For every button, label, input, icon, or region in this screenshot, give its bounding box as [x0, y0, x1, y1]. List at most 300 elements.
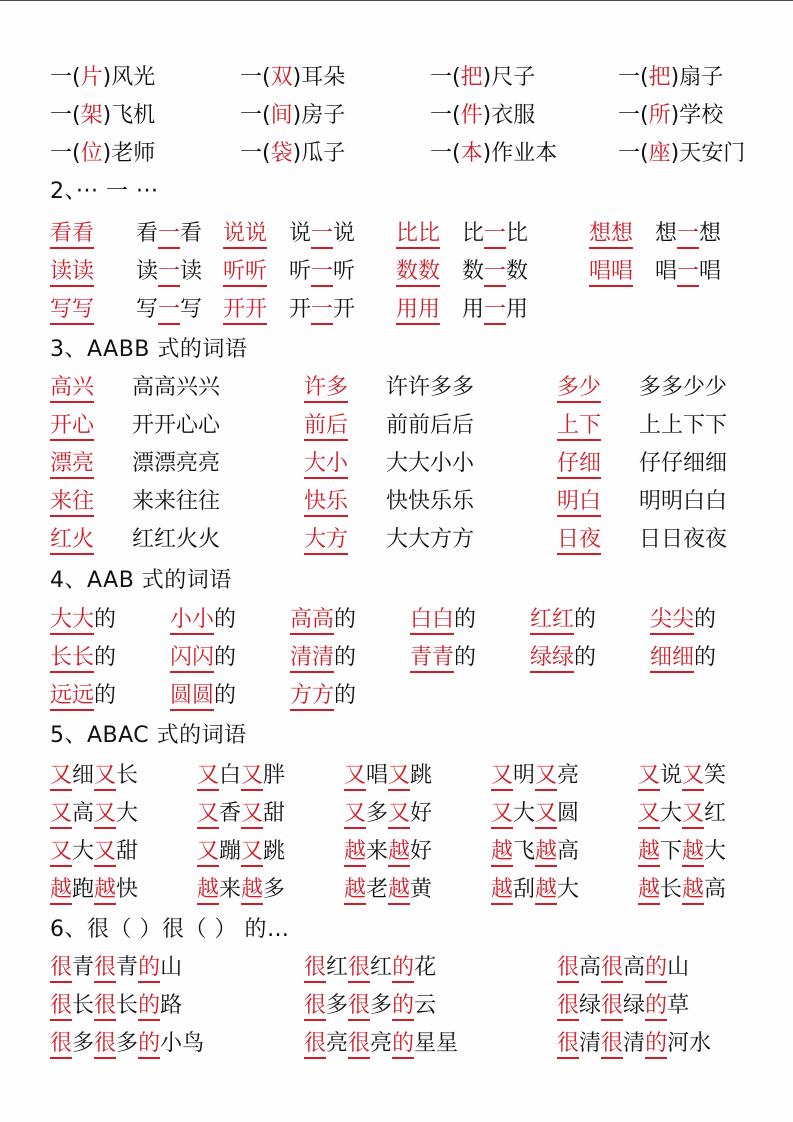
measure-word-item: [430, 98, 535, 134]
hen-char: 很: [304, 1031, 326, 1059]
abac-word: [638, 758, 726, 794]
abac-word: [638, 796, 726, 832]
aabb-term: 明明白白: [639, 489, 728, 514]
abac-row: [0, 796, 793, 832]
ab-word: [304, 522, 348, 558]
c-char: 好: [410, 839, 433, 864]
yi-char: 一: [158, 221, 180, 249]
ab-term: 快乐: [304, 489, 348, 517]
char: 写: [136, 297, 159, 322]
de-char: 的: [454, 607, 477, 632]
a-char: 又: [491, 801, 513, 829]
c-char: 甜: [116, 839, 139, 864]
aa-term: 高高: [290, 607, 334, 635]
c-char: 高: [557, 839, 580, 864]
ab-word: [557, 370, 601, 406]
hen-char: 很: [304, 955, 326, 983]
de-char: 的: [392, 1031, 414, 1059]
noun-text: )扇子: [670, 65, 724, 90]
measure-word: 所: [648, 103, 671, 128]
measure-word-item: [430, 136, 557, 172]
a-char: 越: [491, 877, 513, 905]
hen-char: 很: [304, 993, 326, 1021]
abac-word: [50, 834, 138, 870]
noun-text: 云: [414, 993, 437, 1018]
c-char: 快: [116, 877, 139, 902]
b-char: 多: [366, 801, 389, 826]
c-char: 长: [116, 763, 139, 788]
aab-word: [650, 640, 716, 676]
hen-char: 很: [50, 955, 72, 983]
abac-word: [638, 872, 726, 908]
c-char: 胖: [263, 763, 286, 788]
a-char: 又: [344, 763, 366, 791]
measure-word-item: [50, 136, 155, 172]
a-yi-a-word: [289, 216, 355, 252]
a-char: 又: [682, 801, 704, 829]
prefix-text: 一(: [430, 103, 461, 128]
aabb-term: 大大小小: [386, 451, 475, 476]
aabb-term: 上上下下: [639, 413, 728, 438]
char: 说: [333, 221, 356, 246]
measure-word: 片: [80, 65, 103, 90]
aa-term: 唱唱: [589, 259, 633, 287]
adj-char: 多: [326, 993, 349, 1018]
reduplication-row: [0, 216, 793, 252]
c-char: 跳: [263, 839, 286, 864]
ab-word: [304, 484, 348, 520]
aabb-word: [386, 522, 474, 558]
aab-word: [650, 602, 716, 638]
a-char: 又: [94, 839, 116, 867]
a-char: 越: [682, 839, 704, 867]
abac-word: [50, 872, 138, 908]
aa-word: [589, 254, 633, 290]
measure-word-item: [618, 98, 723, 134]
ab-word: [304, 408, 348, 444]
abac-word: [50, 758, 138, 794]
a-char: 又: [241, 763, 263, 791]
aabb-word: [132, 408, 220, 444]
aabb-word: [639, 446, 727, 482]
aa-word: [396, 292, 440, 328]
char: 开: [289, 297, 312, 322]
ab-word: [557, 522, 601, 558]
aabb-term: 漂漂亮亮: [132, 451, 221, 476]
ab-term: 来往: [50, 489, 94, 517]
hen-phrase: [557, 988, 689, 1024]
noun-text: )学校: [670, 103, 724, 128]
c-char: 高: [704, 877, 727, 902]
hen-char: 很: [50, 993, 72, 1021]
aa-term: 长长: [50, 645, 94, 673]
measure-word-item: [430, 60, 535, 96]
aab-word: [170, 602, 236, 638]
char: 听: [333, 259, 356, 284]
de-char: 的: [334, 645, 357, 670]
aabb-word: [386, 446, 474, 482]
char: 比: [506, 221, 529, 246]
de-char: 的: [392, 993, 414, 1021]
ab-word: [50, 484, 94, 520]
prefix-text: 一(: [240, 141, 271, 166]
aa-term: 数数: [396, 259, 440, 287]
a-char: 越: [241, 877, 263, 905]
a-char: 又: [50, 801, 72, 829]
char: 想: [655, 221, 678, 246]
a-char: 又: [50, 839, 72, 867]
a-char: 又: [535, 763, 557, 791]
aa-word: [50, 254, 94, 290]
hen-char: 很: [50, 1031, 72, 1059]
b-char: 细: [72, 763, 95, 788]
ab-term: 大小: [304, 451, 348, 479]
a-char: 又: [388, 763, 410, 791]
aabb-word: [386, 484, 474, 520]
abac-row: [0, 834, 793, 870]
ab-term: 漂亮: [50, 451, 94, 479]
ab-word: [304, 370, 348, 406]
adj-char: 亮: [326, 1031, 349, 1056]
measure-word: 把: [648, 65, 671, 90]
b-char: 说: [660, 763, 683, 788]
char: 数: [506, 259, 529, 284]
aa-term: 说说: [223, 221, 267, 249]
a-char: 又: [241, 801, 263, 829]
aabb-word: [639, 408, 727, 444]
char: 看: [136, 221, 159, 246]
ab-word: [557, 446, 601, 482]
adj-char: 绿: [623, 993, 646, 1018]
measure-word: 位: [80, 141, 103, 166]
aab-word: [50, 640, 116, 676]
a-char: 又: [535, 801, 557, 829]
c-char: 红: [704, 801, 727, 826]
aa-term: 用用: [396, 297, 440, 325]
a-char: 越: [388, 839, 410, 867]
de-char: 的: [574, 607, 597, 632]
aabb-word: [132, 522, 220, 558]
a-yi-a-word: [289, 292, 355, 328]
measure-word-row: [0, 98, 793, 134]
yi-char: 一: [677, 221, 699, 249]
abac-word: [344, 758, 432, 794]
aa-word: [223, 292, 267, 328]
c-char: 甜: [263, 801, 286, 826]
adj-char: 青: [116, 955, 139, 980]
a-char: 越: [50, 877, 72, 905]
measure-word: 座: [648, 141, 671, 166]
ab-term: 前后: [304, 413, 348, 441]
de-char: 的: [214, 683, 237, 708]
aabb-term: 日日夜夜: [639, 527, 728, 552]
hen-phrase-row: [0, 1026, 793, 1062]
char: 想: [699, 221, 722, 246]
hen-phrase: [304, 988, 436, 1024]
aa-term: 看看: [50, 221, 94, 249]
aab-row: [0, 602, 793, 638]
ab-term: 明白: [557, 489, 601, 517]
de-char: 的: [334, 683, 357, 708]
aa-term: 小小: [170, 607, 214, 635]
prefix-text: 一(: [618, 141, 649, 166]
abac-word: [197, 796, 285, 832]
abac-word: [50, 796, 138, 832]
aab-word: [170, 678, 236, 714]
de-char: 的: [334, 607, 357, 632]
a-char: 越: [682, 877, 704, 905]
adj-char: 亮: [370, 1031, 393, 1056]
aa-term: 大大: [50, 607, 94, 635]
aa-term: 开开: [223, 297, 267, 325]
measure-word: 本: [460, 141, 483, 166]
b-char: 飞: [513, 839, 536, 864]
reduplication-row: [0, 292, 793, 328]
b-char: 长: [660, 877, 683, 902]
hen-phrase: [50, 1026, 204, 1062]
c-char: 好: [410, 801, 433, 826]
adj-char: 长: [72, 993, 95, 1018]
ab-word: [557, 408, 601, 444]
hen-char: 很: [94, 1031, 116, 1059]
prefix-text: 一(: [618, 65, 649, 90]
measure-word: 间: [270, 103, 293, 128]
measure-word-item: [618, 60, 723, 96]
aabb-term: 快快乐乐: [386, 489, 475, 514]
aabb-word: [639, 370, 727, 406]
abac-word: [491, 758, 579, 794]
aab-word: [290, 678, 356, 714]
section-heading-3: 3、AABB 式的词语: [50, 337, 248, 362]
aa-term: 写写: [50, 297, 94, 325]
b-char: 高: [72, 801, 95, 826]
noun-text: 山: [160, 955, 183, 980]
noun-text: 山: [667, 955, 690, 980]
de-char: 的: [138, 1031, 160, 1059]
aab-word: [290, 640, 356, 676]
aabb-word: [132, 446, 220, 482]
char: 读: [136, 259, 159, 284]
measure-word-item: [240, 60, 345, 96]
aa-word: [396, 216, 440, 252]
ab-term: 大方: [304, 527, 348, 555]
hen-char: 很: [348, 955, 370, 983]
abac-word: [344, 872, 432, 908]
aa-term: 白白: [410, 607, 454, 635]
aabb-word: [386, 408, 474, 444]
a-yi-a-word: [289, 254, 355, 290]
noun-text: )作业本: [482, 141, 558, 166]
a-char: 又: [388, 801, 410, 829]
aabb-row: [0, 522, 793, 558]
ab-word: [50, 446, 94, 482]
ab-word: [304, 446, 348, 482]
aa-term: 青青: [410, 645, 454, 673]
adj-char: 多: [116, 1031, 139, 1056]
measure-word: 架: [80, 103, 103, 128]
aab-row: [0, 678, 793, 714]
c-char: 亮: [557, 763, 580, 788]
b-char: 大: [72, 839, 95, 864]
hen-char: 很: [348, 993, 370, 1021]
noun-text: 河水: [667, 1031, 712, 1056]
adj-char: 红: [370, 955, 393, 980]
aabb-word: [386, 370, 474, 406]
section-heading-5: 5、ABAC 式的词语: [50, 723, 247, 748]
b-char: 老: [366, 877, 389, 902]
adj-char: 多: [370, 993, 393, 1018]
b-char: 明: [513, 763, 536, 788]
measure-word-item: [240, 136, 345, 172]
aa-term: 绿绿: [530, 645, 574, 673]
ab-term: 高兴: [50, 375, 94, 403]
measure-word-item: [50, 60, 155, 96]
adj-char: 清: [623, 1031, 646, 1056]
hen-phrase: [304, 1026, 458, 1062]
a-char: 越: [535, 839, 557, 867]
noun-text: 星星: [414, 1031, 459, 1056]
aabb-row: [0, 446, 793, 482]
noun-text: )衣服: [482, 103, 536, 128]
ab-term: 红火: [50, 527, 94, 555]
c-char: 大: [557, 877, 580, 902]
abac-word: [197, 758, 285, 794]
de-char: 的: [94, 683, 117, 708]
a-char: 又: [344, 801, 366, 829]
hen-char: 很: [94, 993, 116, 1021]
a-yi-a-word: [136, 254, 202, 290]
aabb-word: [132, 484, 220, 520]
aa-word: [50, 292, 94, 328]
b-char: 来: [219, 877, 242, 902]
yi-char: 一: [484, 221, 506, 249]
de-char: 的: [574, 645, 597, 670]
abac-word: [197, 872, 285, 908]
a-char: 又: [197, 839, 219, 867]
yi-char: 一: [311, 259, 333, 287]
a-char: 又: [491, 763, 513, 791]
noun-text: )风光: [102, 65, 156, 90]
aabb-term: 红红火火: [132, 527, 221, 552]
aa-term: 比比: [396, 221, 440, 249]
char: 看: [180, 221, 203, 246]
char: 写: [180, 297, 203, 322]
char: 读: [180, 259, 203, 284]
aab-word: [530, 602, 596, 638]
b-char: 唱: [366, 763, 389, 788]
b-char: 大: [513, 801, 536, 826]
aa-term: 听听: [223, 259, 267, 287]
adj-char: 青: [72, 955, 95, 980]
adj-char: 高: [579, 955, 602, 980]
hen-char: 很: [557, 993, 579, 1021]
char: 用: [506, 297, 529, 322]
a-char: 又: [638, 801, 660, 829]
a-char: 又: [682, 763, 704, 791]
yi-char: 一: [158, 259, 180, 287]
de-char: 的: [645, 1031, 667, 1059]
char: 唱: [655, 259, 678, 284]
prefix-text: 一(: [430, 65, 461, 90]
top-border: [0, 0, 793, 1]
measure-word: 袋: [270, 141, 293, 166]
b-char: 刮: [513, 877, 536, 902]
hen-phrase-row: [0, 988, 793, 1024]
char: 说: [289, 221, 312, 246]
measure-word: 把: [460, 65, 483, 90]
ab-word: [557, 484, 601, 520]
a-char: 又: [197, 801, 219, 829]
c-char: 大: [704, 839, 727, 864]
aabb-term: 多多少少: [639, 375, 728, 400]
aabb-row: [0, 370, 793, 406]
noun-text: 花: [414, 955, 437, 980]
a-char: 越: [344, 839, 366, 867]
char: 数: [462, 259, 485, 284]
adj-char: 绿: [579, 993, 602, 1018]
ab-word: [50, 370, 94, 406]
aab-word: [530, 640, 596, 676]
a-char: 越: [638, 877, 660, 905]
abac-row: [0, 872, 793, 908]
aab-row: [0, 640, 793, 676]
prefix-text: 一(: [240, 65, 271, 90]
ab-word: [50, 408, 94, 444]
noun-text: )天安门: [670, 141, 746, 166]
adj-char: 红: [326, 955, 349, 980]
abac-word: [197, 834, 285, 870]
aa-word: [50, 216, 94, 252]
ab-term: 开心: [50, 413, 94, 441]
aabb-word: [639, 484, 727, 520]
ab-term: 上下: [557, 413, 601, 441]
de-char: 的: [694, 645, 717, 670]
a-char: 越: [491, 839, 513, 867]
abac-word: [344, 796, 432, 832]
de-char: 的: [214, 645, 237, 670]
noun-text: 路: [160, 993, 183, 1018]
a-char: 又: [50, 763, 72, 791]
aab-word: [50, 602, 116, 638]
measure-word: 双: [270, 65, 293, 90]
hen-phrase: [50, 988, 182, 1024]
de-char: 的: [645, 993, 667, 1021]
measure-word: 件: [460, 103, 483, 128]
b-char: 白: [219, 763, 242, 788]
c-char: 多: [263, 877, 286, 902]
hen-char: 很: [348, 1031, 370, 1059]
aabb-term: 许许多多: [386, 375, 475, 400]
aabb-term: 高高兴兴: [132, 375, 221, 400]
char: 比: [462, 221, 485, 246]
aa-term: 圆圆: [170, 683, 214, 711]
aabb-term: 开开心心: [132, 413, 221, 438]
a-char: 又: [94, 763, 116, 791]
noun-text: )尺子: [482, 65, 536, 90]
ab-term: 多少: [557, 375, 601, 403]
ab-term: 仔细: [557, 451, 601, 479]
adj-char: 长: [116, 993, 139, 1018]
de-char: 的: [138, 955, 160, 983]
hen-char: 很: [94, 955, 116, 983]
aab-word: [410, 640, 476, 676]
abac-word: [344, 834, 432, 870]
aab-word: [50, 678, 116, 714]
a-char: 越: [535, 877, 557, 905]
a-yi-a-word: [136, 216, 202, 252]
yi-char: 一: [484, 297, 506, 325]
hen-phrase: [557, 1026, 711, 1062]
